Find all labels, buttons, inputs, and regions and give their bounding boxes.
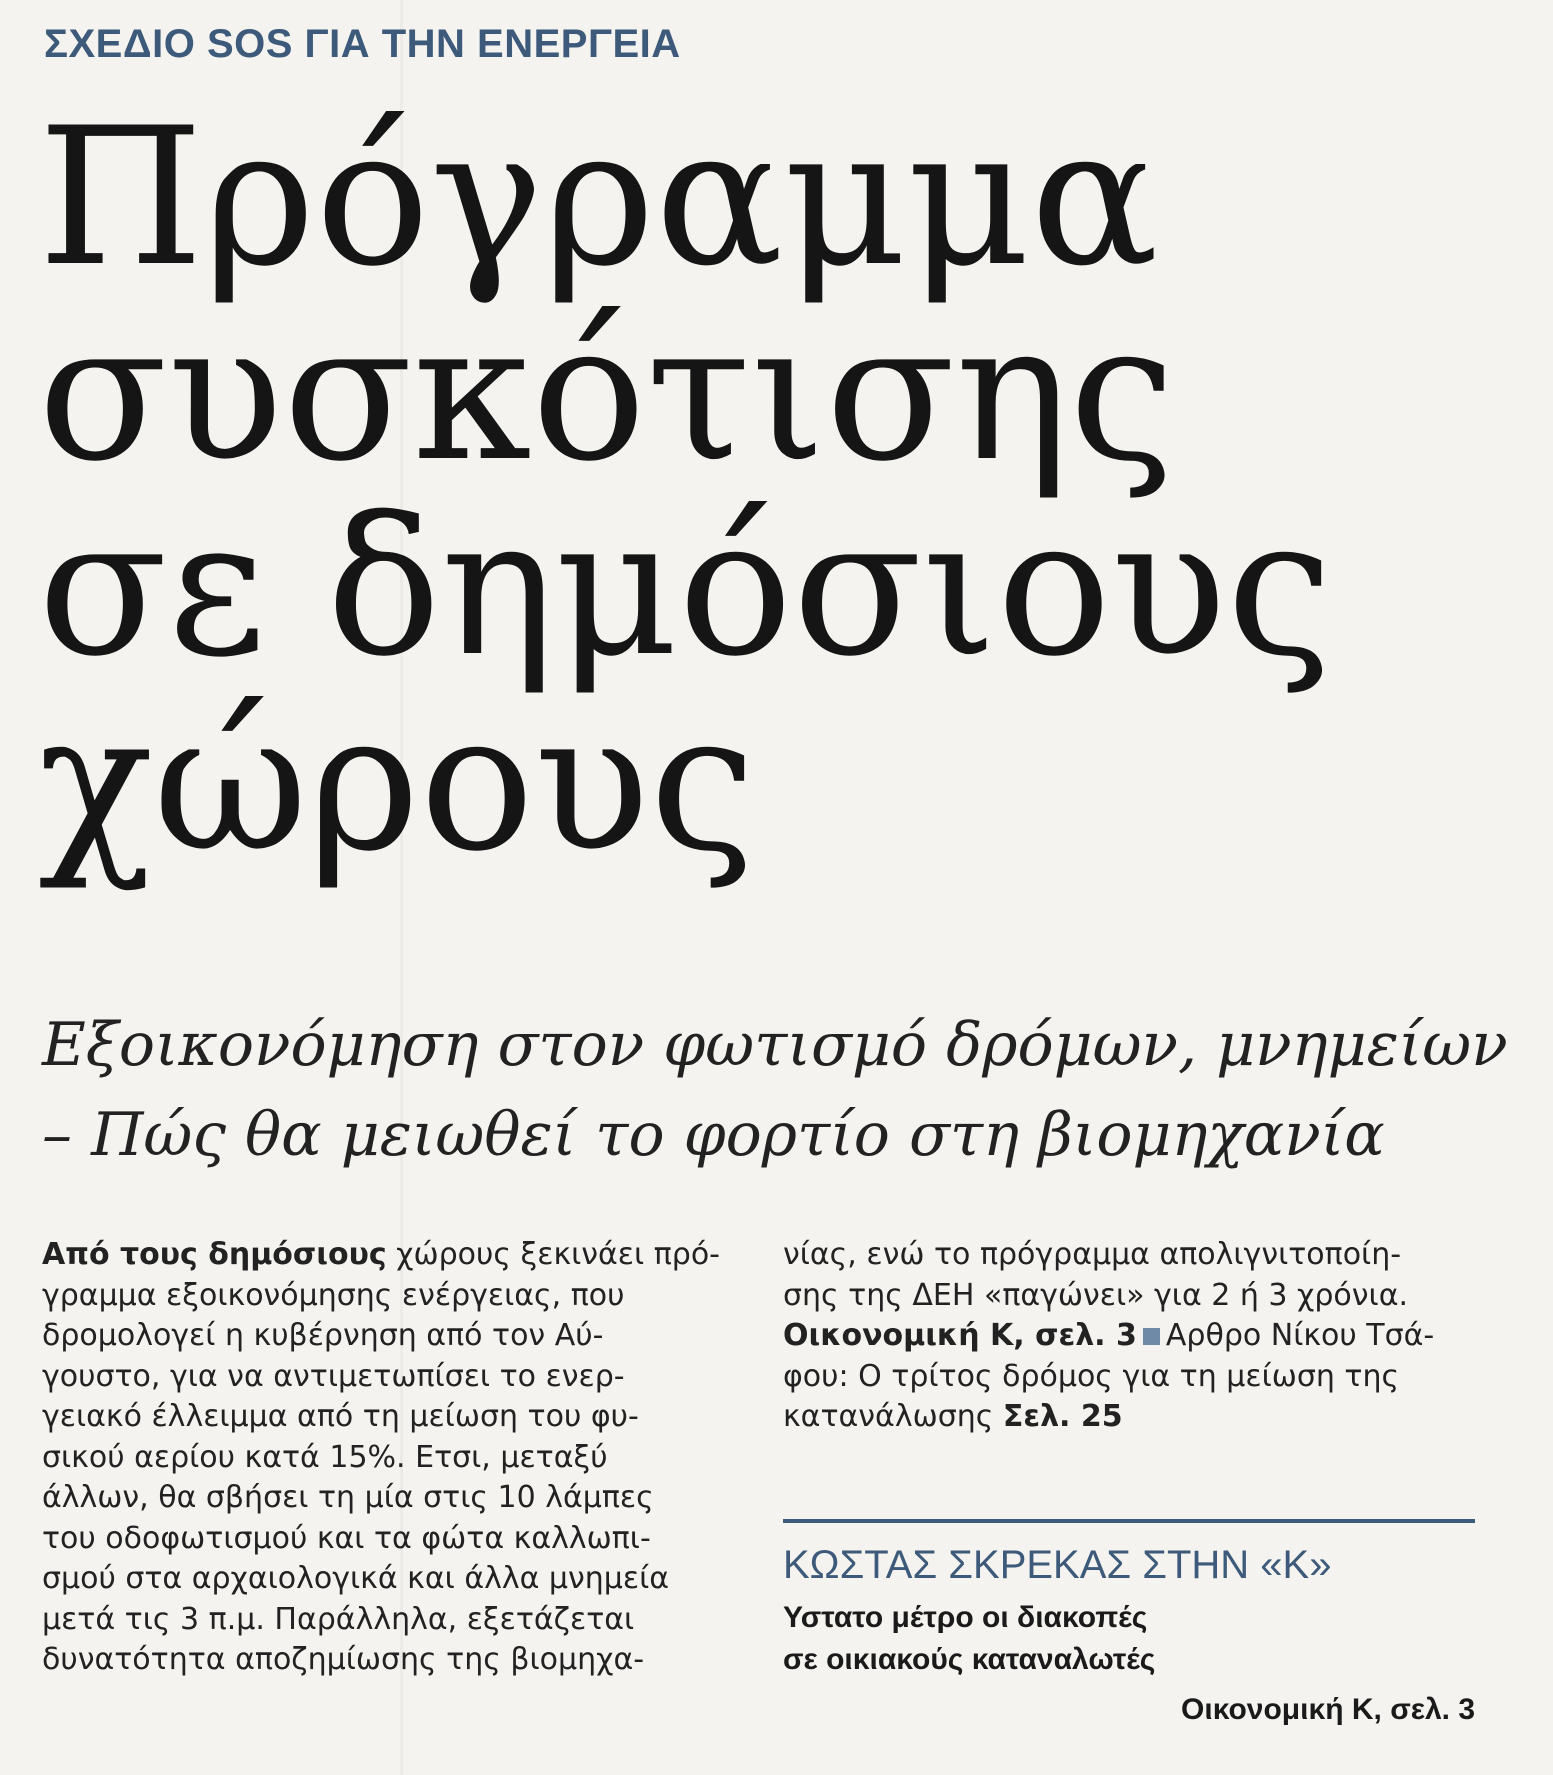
section-kicker: ΣΧΕΔΙΟ SOS ΓΙΑ ΤΗΝ ΕΝΕΡΓΕΙΑ	[44, 22, 681, 66]
body-text: κατανάλωσης	[783, 1399, 1003, 1434]
body-line: σμού στα αρχαιολογικά και άλλα μνημεία	[42, 1561, 669, 1596]
sidebar-title-line: Υστατο μέτρο οι διακοπές	[783, 1601, 1148, 1634]
body-line	[42, 1235, 732, 1276]
body-line	[783, 1397, 1483, 1438]
page-reference: Οικονομική Κ, σελ. 3	[783, 1318, 1137, 1353]
body-line: μετά τις 3 π.μ. Παράλληλα, εξετάζεται	[42, 1601, 635, 1637]
headline-line: Πρόγραμμα	[38, 87, 1159, 308]
body-text: Αρθρο Νίκου Τσά-	[1165, 1318, 1435, 1353]
article-body-right-column	[783, 1235, 1483, 1438]
article-body-left-column	[42, 1235, 732, 1681]
body-line: δρομολογεί η κυβέρνηση από τον Αύ-	[42, 1318, 604, 1353]
lead-in: Από τους δημόσιους	[42, 1237, 387, 1272]
sidebar-kicker: ΚΩΣΤΑΣ ΣΚΡΕΚΑΣ ΣΤΗΝ «Κ»	[783, 1543, 1332, 1587]
square-bullet-icon	[1143, 1328, 1160, 1345]
page-reference: Σελ. 25	[1002, 1399, 1123, 1434]
sidebar-divider	[783, 1519, 1475, 1523]
headline-line: συσκότισης	[38, 282, 1176, 503]
body-line: γειακό έλλειμμα από τη μείωση του φυ-	[42, 1399, 639, 1434]
subheadline-line: Εξοικονόμηση στον φωτισμό δρόμων, μνημείων	[42, 1010, 1508, 1080]
body-line	[783, 1316, 1483, 1357]
subheadline	[42, 1000, 1522, 1180]
sidebar-title-line: σε οικιακούς καταναλωτές	[783, 1643, 1156, 1676]
subheadline-line: – Πώς θα μειωθεί το φορτίο στη βιομηχανία	[42, 1100, 1385, 1170]
sidebar-page-reference: Οικονομική Κ, σελ. 3	[1181, 1693, 1475, 1726]
headline-line: σε δημόσιους	[38, 477, 1334, 698]
body-line: σικού αερίου κατά 15%. Ετσι, μεταξύ	[42, 1439, 608, 1475]
body-line: γουστο, για να αντιμετωπίσει το ενερ-	[42, 1358, 625, 1394]
body-line: άλλων, θα σβήσει τη μία στις 10 λάμπες	[42, 1480, 654, 1515]
headline-line: χώρους	[38, 672, 757, 893]
body-line: φου: Ο τρίτος δρόμος για τη μείωση της	[783, 1358, 1400, 1394]
body-line: του οδοφωτισμού και τα φώτα καλλωπι-	[42, 1520, 651, 1556]
body-line: δυνατότητα αποζημίωσης της βιομηχα-	[42, 1642, 645, 1677]
headline	[38, 87, 1338, 893]
sidebar-title	[783, 1597, 1483, 1681]
body-line: σης της ΔΕΗ «παγώνει» για 2 ή 3 χρόνια.	[783, 1277, 1409, 1313]
body-line: νίας, ενώ το πρόγραμμα απολιγνιτοποίη-	[783, 1237, 1402, 1272]
body-text: χώρους ξεκινάει πρό-	[386, 1237, 720, 1272]
body-line: γραμμα εξοικονόμησης ενέργειας, που	[42, 1277, 625, 1313]
